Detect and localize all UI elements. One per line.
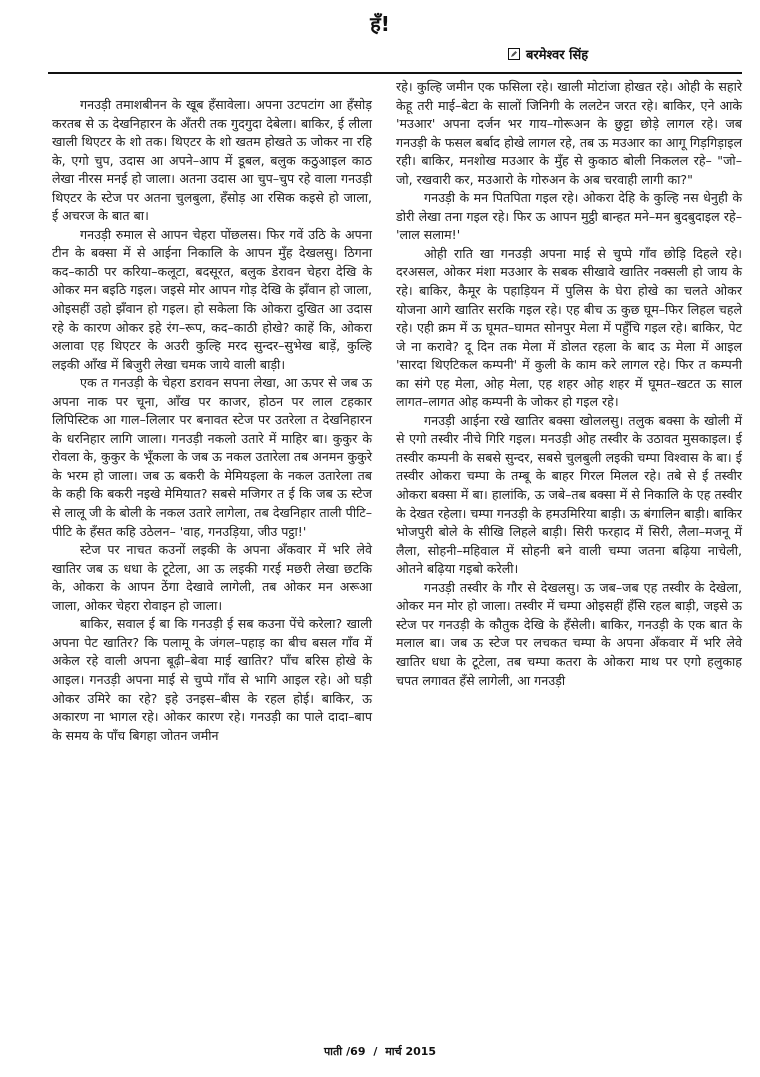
magazine-name: पाती [323, 1045, 343, 1058]
page-number: /69 [346, 1045, 366, 1058]
left-column [52, 96, 372, 745]
paragraph: गनउड़ी आईना रखे खातिर बक्सा खोललसु। तलुक बक्सा के खोली में से एगो तस्वीर नीचे गिरि गइल। मनउड़ी ओह तस्वीर के उठावत मुसकाइल। ई तस्वीर कम्पनी के सबसे सुन्दर, सबसे चुलबुली लइकी चम्पा विश्वास के बा। ई तस्वीर ओकरा चम्पा के तम्बू के बाहर गिरल मिलल रहे। तबे से ई तस्वीर ओकरा बक्सा में बा। हालांकि, ऊ जबे–तब बक्सा में से निकालि के एह तस्वीर के देखत रहेला। चम्पा गनउड़ी के हमउमिरिया बाड़ी। ऊ बंगालिन बाड़ी। बाकिर भोजपुरी बोले के सीखि लिहले बाड़ी। सिरी फरहाद में सिरी, लैला–मजनू में लैला, सोहनी–महिवाल में सोहनी बने वाली चम्पा जतना बढ़िया नाचेली, ओतने बढ़िया गइबो करेली। [396, 412, 742, 577]
right-column [396, 78, 742, 690]
paragraph: स्टेज पर नाचत कउनों लइकी के अपना अँकवार में भरि लेवे खातिर जब ऊ धधा के टूटेला, आ ऊ लइकी गरई मछरी लेखा छटकि के, ओकरा के आपन ठेंगा देखावे लागेली, तब ओकर मन अरूआ जाला, ओकर चेहरा रोवाइन हो जाला। [52, 542, 372, 613]
paragraph: गनउड़ी रुमाल से आपन चेहरा पोंछलस। फिर गवें उठि के अपना टीन के बक्सा में से आईना निकालि के आपन मुँह देखलसु। ठिगना कद–काठी पर करिया–कलूटा, बदसूरत, बलुक डेरावन चेहरा देखि के ओकर मन बइठि गइल। जइसे मोर आपन गोड़ देखि के झँवान हो जाला, ओइसहीं उहो झँवान हो गइल। हो सकेला कि ओकरा दुखित आ उदास रहे के कारण ओकर इहे रंग–रूप, कद–काठी होखे? काहें कि, ओकरा अलावा एह थिएटर के अउरी कुल्हि मरद सुन्दर–सुभेख बाड़ें, कुल्हि लइकी आँख में बिजुरी लेखा चमक जाये वाली बाड़ी। [52, 226, 372, 372]
issue-date: मार्च 2015 [385, 1045, 437, 1058]
page-footer [0, 1044, 760, 1059]
header-divider [48, 72, 742, 74]
paragraph: एक त गनउड़ी के चेहरा डरावन सपना लेखा, आ ऊपर से जब ऊ अपना नाक पर चूना, आँख पर काजर, होठन पर लाल टहकार लिपिस्टिक आ गाल–लिलार पर बनावत स्टेज पर उतरेला त देखनिहारन के धरनिहार लागि जाला। गनउड़ी नकलो उतारे में माहिर बा। कुकुर के रोवला के, कुकुर के भूँकला के जब ऊ नकल उतारेला तब अनमन कुकुरे के भरम हो जाला। जब ऊ बकरी के मेमियइला के नकल उतारेला तब के कही कि बकरी नइखे मेमियात? सबसे मजिगर त ई कि जब ऊ स्टेज से लालू जी के बोली के नकल उतारे लागेला, तब देखनिहार ताली पीटि–पीटि के हँसत कहि उठेलन– 'वाह, गनउड़िया, जीउ पट्ठा!' [52, 375, 372, 539]
paragraph: गनउड़ी के मन पितपिता गइल रहे। ओकरा देहि के कुल्हि नस धेनुही के डोरी लेखा तना गइल रहे। फिर ऊ आपन मुट्ठी बान्हत मने–मन बुदबुदाइल रहे– 'लाल सलाम!' [396, 190, 742, 243]
paragraph: रहे। कुल्हि जमीन एक फसिला रहे। खाली मोटांजा होखत रहे। ओही के सहारे केहू तरी माई–बेटा के सालों जिनिगी के ललटेन जरत रहे। बाकिर, एने आके 'मउआर' अपना दर्जन भर गाय–गोरूअन के छुट्टा छोड़े लागल रहे। जब गनउड़ी के फसल बर्बाद होखे लागल रहे, तब ऊ मउआर का आगू गिड़गिड़ाइल रही। बाकिर, मनशोख मउआर के मुँह से कुकाठ बोली निकलल रहे– "जो–जो, रखवारी कर, मउआरो के गोरुअन के अब चरवाही लागी का?" [396, 79, 742, 187]
footer-separator: / [373, 1045, 378, 1058]
pen-icon [508, 48, 520, 60]
paragraph: बाकिर, सवाल ई बा कि गनउड़ी ई सब कउना पेंचे करेला? खाली अपना पेट खातिर? कि पलामू के जंगल–पहाड़ का बीच बसल गाँव में अकेल रहे वाली अपना बूढ़ी–बेवा माई खातिर? पाँच बरिस होखे के आइल। गनउड़ी अपना माई से चुप्पे गाँव से भागि आइल रहे। ओ घड़ी ओकर उमिरे का रहे? इहे उनइस–बीस के रहल होई। बाकिर, ऊ अकारण ना भागल रहे। ओकर कारण रहे। गनउड़ी का पाले दादा–बाप के समय के पाँच बिगहा जोतन जमीन [52, 616, 372, 743]
paragraph: गनउड़ी तमाशबीनन के खूब हँसावेला। अपना उटपटांग आ हँसोड़ करतब से ऊ देखनिहारन के अँतरी तक गुदगुदा देबेला। बाकिर, ई लीला खाली थिएटर के शो तक। थिएटर के शो खतम होखते ऊ जोकर ना रहि के, एगो चुप, उदास आ अपने–आप में डूबल, बलुक कठुआइल काठ लेखा नीरस मनई हो जाला। अतना उदास आ चुप–चुप रहे वाला गनउड़ी थिएटर के स्टेज पर अतना चुलबुला, हँसोड़ आ रसिक कइसे हो जाला, ई अचरज के बात बा। [52, 97, 372, 224]
author-byline [508, 45, 588, 63]
paragraph: ओही राति खा गनउड़ी अपना माई से चुप्पे गाँव छोड़ि दिहले रहे। दरअसल, ओकर मंशा मउआर के सबक सीखावे खातिर नक्सली हो जाय के रहे। बाकिर, कैमूर के पहाड़ियन में पुलिस के घेरा होखे का चलते ओकर योजना आगे खातिर सरकि गइल रहे। एह बीच ऊ कुछ घूम–फिर लिहल चहले रहे। एही क्रम में ऊ घूमत–घामत सोनपुर मेला में पहुँचि गइल रहे। बाकिर, पेट जे ना करावे? दू दिन तक मेला में डोलत रहला के बाद ऊ मेला में आइल 'सारदा थिएटिकल कम्पनी' में कुली के काम करे लागल रहे। फिर त कम्पनी का संगे एह मेला, ओह मेला, एह शहर ओह शहर में घूमत–खटत ऊ साल लागत–लागत ओह कम्पनी के जोकर हो गइल रहे। [396, 245, 742, 410]
story-title: हँ! [370, 12, 390, 36]
paragraph: गनउड़ी तस्वीर के गौर से देखलसु। ऊ जब–जब एह तस्वीर के देखेला, ओकर मन मोर हो जाला। तस्वीर में चम्पा ओइसहीं हँसि रहल बाड़ी, जइसे ऊ स्टेज पर गनउड़ी के कौतुक देखि के हँसेली। बाकिर, गनउड़ी के एक बात के मलाल बा। जब ऊ स्टेज पर लचकत चम्पा के अपना अँकवार में भरि लेवे खातिर धधा के टूटेला, तब चम्पा कतरा के ओकरा माथ पर एगो हलुकाह चपत लगावत हँसे लागेली, आ गनउड़ी [396, 579, 742, 688]
author-name: बरमेश्वर सिंह [526, 48, 589, 63]
